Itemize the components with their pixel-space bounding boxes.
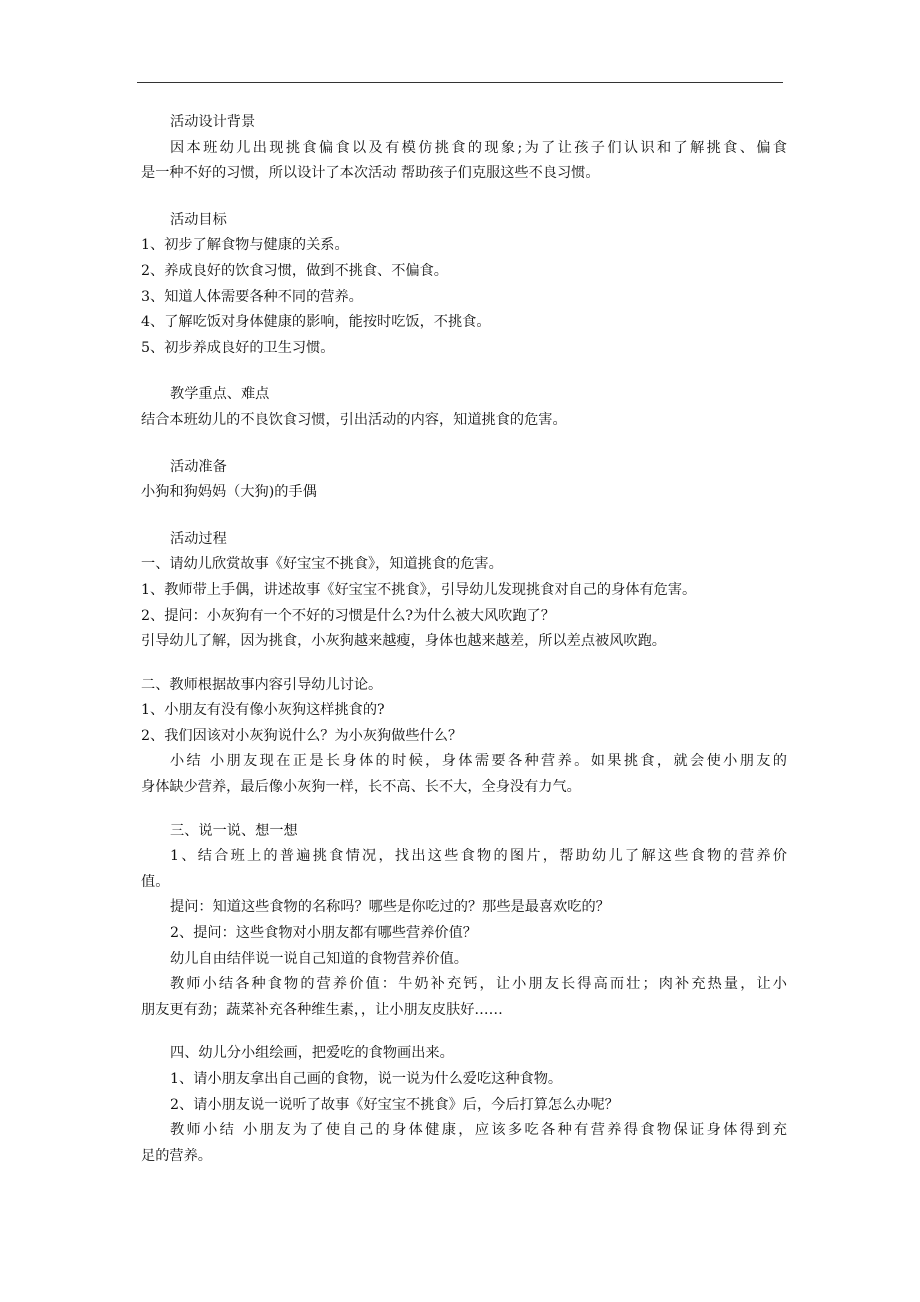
section-background	[141, 110, 787, 187]
list-item: 1、结合班上的普遍挑食情况，找出这些食物的图片，帮助幼儿了解这些食物的营养价	[170, 848, 787, 865]
list-item: 1、请小朋友拿出自己画的食物，说一说为什么爱吃这种食物。	[170, 1071, 563, 1087]
step-title: 四、幼儿分小组绘画，把爱吃的食物画出来。	[170, 1045, 454, 1062]
step-title: 二、教师根据故事内容引导幼儿讨论。	[141, 676, 383, 693]
paragraph-line: 小狗和狗妈妈（大狗)的手偶	[141, 484, 317, 501]
paragraph-line: 引导幼儿了解，因为挑食，小灰狗越来越瘦，身体也越来越差，所以差点被风吹跑。	[141, 633, 666, 650]
question-line: 提问：知道这些食物的名称吗？哪些是你吃过的？那些是最喜欢吃的？	[170, 899, 610, 916]
paragraph-line: 是一种不好的习惯，所以设计了本次活动 帮助孩子们克服这些不良习惯。	[141, 165, 600, 182]
section-preparation	[141, 455, 787, 506]
section-process	[141, 527, 787, 1170]
paragraph-line: 结合本班幼儿的不良饮食习惯，引出活动的内容，知道挑食的危害。	[141, 411, 567, 428]
summary-line: 教师小结 小朋友为了使自己的身体健康，应该多吃各种有营养得食物保证身体得到充	[170, 1122, 787, 1139]
list-item: 2、提问：这些食物对小朋友都有哪些营养价值？	[170, 925, 477, 942]
summary-line: 教师小结各种食物的营养价值：牛奶补充钙，让小朋友长得高而壮；肉补充热量，让小	[170, 976, 787, 993]
summary-line: 足的营养。	[141, 1147, 212, 1164]
step-title: 三、说一说、想一想	[170, 822, 298, 839]
section-heading: 教学重点、难点	[170, 386, 270, 403]
list-item: 4、了解吃饭对身体健康的影响，能按时吃饭，不挑食。	[141, 314, 491, 331]
list-item: 5、初步养成良好的卫生习惯。	[141, 339, 335, 356]
summary-line: 身体缺少营养，最后像小灰狗一样，长不高、长不大，全身没有力气。	[141, 779, 581, 796]
list-item: 3、知道人体需要各种不同的营养。	[141, 288, 363, 305]
list-item: 2、我们因该对小灰狗说什么？为小灰狗做些什么？	[141, 727, 463, 744]
section-heading: 活动准备	[170, 458, 227, 475]
list-item: 2、养成良好的饮食习惯，做到不挑食、不偏食。	[141, 262, 448, 279]
section-goals	[141, 208, 787, 362]
list-item: 2、请小朋友说一说听了故事《好宝宝不挑食》后，今后打算怎么办呢？	[170, 1096, 619, 1113]
paragraph-line: 因本班幼儿出现挑食偏食以及有模仿挑食的现象;为了让孩子们认识和了解挑食、偏食	[170, 139, 787, 156]
list-item: 值。	[141, 873, 170, 890]
list-item: 1、初步了解食物与健康的关系。	[141, 237, 349, 254]
list-item: 1、小朋友有没有像小灰狗这样挑食的?	[141, 702, 385, 719]
list-item: 2、提问：小灰狗有一个不好的习惯是什么?为什么被大风吹跑了？	[141, 607, 555, 624]
list-item: 1、教师带上手偶，讲述故事《好宝宝不挑食》，引导幼儿发现挑食对自己的身体有危害。	[141, 581, 697, 598]
paragraph-line: 幼儿自由结伴说一说自己知道的食物营养价值。	[170, 950, 468, 967]
header-rule	[137, 82, 783, 83]
summary-line: 朋友更有劲；蔬菜补充各种维生素，，让小朋友皮肤好……	[141, 1001, 503, 1018]
section-heading: 活动目标	[170, 211, 227, 228]
section-heading: 活动过程	[170, 530, 227, 547]
document-body	[141, 110, 787, 1169]
summary-line: 小结 小朋友现在正是长身体的时候，身体需要各种营养。如果挑食，就会使小朋友的	[170, 753, 787, 770]
section-keypoints	[141, 382, 787, 433]
step-title: 一、请幼儿欣赏故事《好宝宝不挑食》，知道挑食的危害。	[141, 556, 503, 573]
section-heading: 活动设计背景	[170, 114, 256, 130]
